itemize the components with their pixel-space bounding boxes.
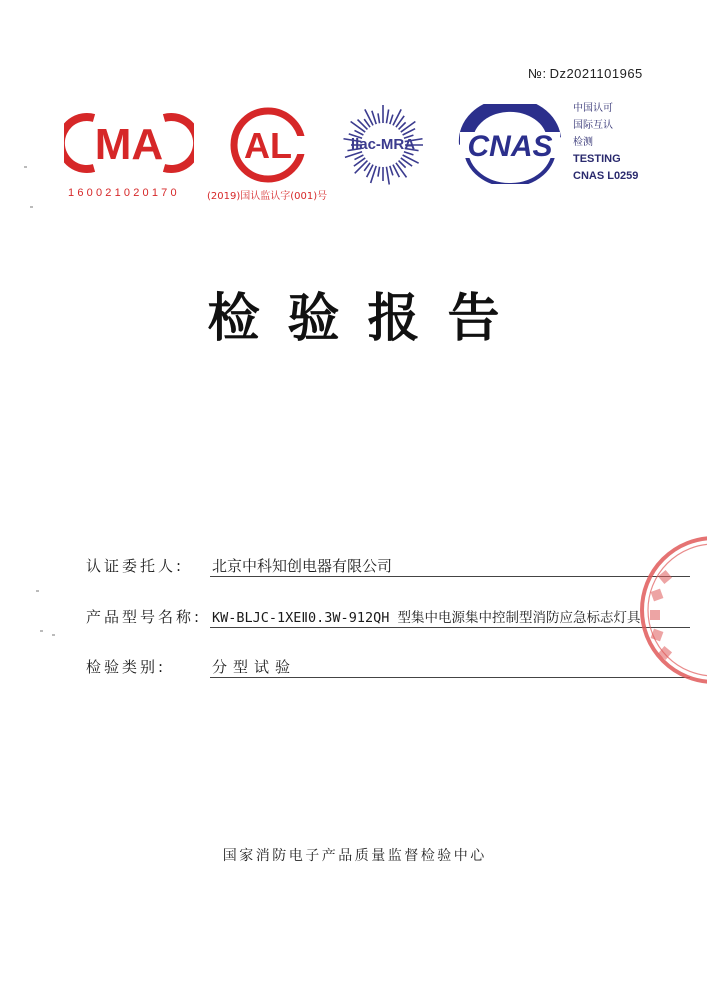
cma-logo-text: MA — [94, 120, 164, 169]
scan-speck — [36, 590, 39, 592]
cnas-line-cn2: 国际互认 — [573, 120, 613, 131]
cnas-line-code: CNAS L0259 — [573, 170, 639, 182]
issuer-name: 国家消防电子产品质量监督检验中心 — [222, 848, 487, 864]
ilac-ray — [355, 161, 368, 174]
cal-code: (2019)国认监认字(001)号 — [207, 191, 328, 202]
official-seal — [604, 530, 707, 690]
cnas-line-cn3: 检测 — [573, 137, 593, 148]
ilac-mra-logo — [338, 99, 428, 191]
ilac-ray — [386, 167, 389, 185]
scan-speck — [52, 634, 55, 636]
cnas-logo-text: CNAS — [467, 130, 553, 163]
ilac-ray — [351, 121, 366, 132]
cnas-line-cn1: 中国认可 — [573, 103, 613, 114]
ilac-ray — [386, 109, 388, 123]
ilac-ray — [372, 111, 376, 124]
field-label-test-type: 检验类别: — [86, 658, 167, 676]
report-number — [528, 66, 643, 81]
field-label-product: 产品型号名称: — [86, 608, 203, 626]
ilac-ray — [354, 155, 363, 160]
scan-speck — [40, 630, 43, 632]
field-value-product: KW-BLJC-1XEⅡ0.3W-912QH 型集中电源集中控制型消防应急标志灯具 — [212, 610, 641, 626]
ilac-ray — [354, 130, 363, 135]
report-title: 检验报告 — [207, 288, 528, 349]
cal-logo-text: AL — [244, 125, 292, 166]
cal-logo — [222, 106, 314, 184]
field-label-client: 认证委托人: — [86, 557, 185, 575]
cma-logo — [64, 112, 194, 174]
report-number-symbol: №: — [528, 66, 547, 81]
ilac-ray — [378, 113, 380, 123]
cnas-line-testing: TESTING — [573, 153, 621, 165]
cnas-logo — [456, 104, 564, 184]
scan-speck — [30, 206, 33, 208]
ilac-ray — [390, 115, 393, 125]
ilac-ray — [378, 167, 380, 177]
field-value-client: 北京中科知创电器有限公司 — [212, 557, 393, 575]
ilac-ray — [390, 166, 393, 176]
cnas-accreditation-text — [573, 100, 638, 185]
report-number-value: Dz2021101965 — [549, 66, 643, 81]
cma-code: 160021020170 — [68, 187, 180, 199]
scan-speck — [24, 166, 27, 168]
ilac-mra-text: ilac-MRA — [350, 136, 416, 153]
field-value-test-type: 分型试验 — [212, 658, 297, 676]
